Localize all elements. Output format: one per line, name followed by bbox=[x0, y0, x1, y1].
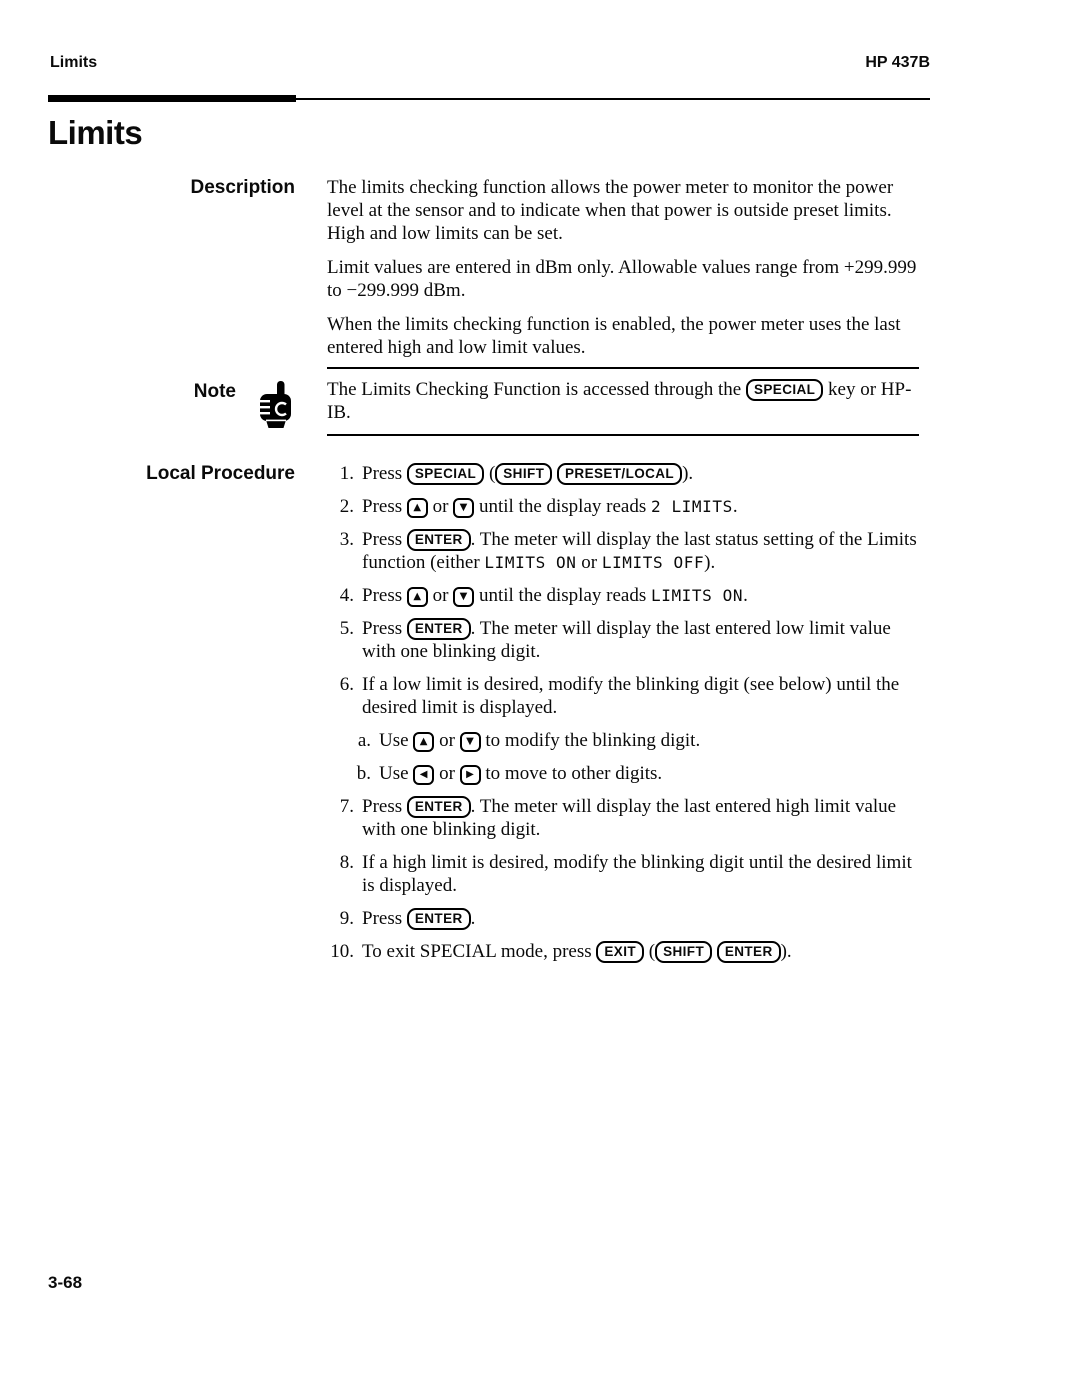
procedure-step-a bbox=[350, 729, 919, 752]
keycap-special: SPECIAL bbox=[746, 379, 823, 401]
procedure-step-2 bbox=[327, 495, 919, 518]
step-text: If a high limit is desired, modify the blinking digit until the desired limit is displayed. bbox=[362, 852, 912, 896]
step-text: Press ENTER . bbox=[362, 908, 476, 929]
step-text: Press SPECIAL ( SHIFT PRESET/LOCAL ). bbox=[362, 463, 694, 484]
step-number: b. bbox=[356, 763, 371, 784]
procedure-step-8 bbox=[327, 851, 919, 897]
step-text: Press ▲ or ▼ until the display reads 2 LIMITS. bbox=[362, 496, 738, 517]
note-label-cell bbox=[50, 367, 295, 436]
down-arrow-key-icon: ▼ bbox=[453, 498, 474, 518]
procedure-step-7 bbox=[327, 795, 919, 841]
description-label: Description bbox=[190, 177, 295, 198]
procedure-step-4 bbox=[327, 584, 919, 607]
page-title: Limits bbox=[48, 114, 143, 151]
up-arrow-key-icon: ▲ bbox=[407, 498, 428, 518]
keycap-shift: SHIFT bbox=[655, 941, 712, 963]
procedure-step-9 bbox=[327, 907, 919, 930]
keycap-enter: ENTER bbox=[407, 796, 471, 818]
step-number: 7. bbox=[339, 796, 354, 817]
pointing-hand-icon bbox=[257, 381, 295, 428]
procedure-section bbox=[50, 462, 930, 963]
meter-display-text: LIMITS ON bbox=[650, 586, 744, 605]
step-text: Use ▲ or ▼ to modify the blinking digit. bbox=[379, 730, 701, 751]
left-arrow-key-icon: ◀ bbox=[413, 765, 434, 785]
right-arrow-key-icon: ▶ bbox=[460, 765, 481, 785]
step-number: 2. bbox=[339, 496, 354, 517]
procedure-step-10 bbox=[327, 940, 919, 963]
step-text: Press ENTER . The meter will display the last status setting of the Limits function (either LIMITS ON or LIMITS OFF). bbox=[362, 529, 917, 573]
step-number: 5. bbox=[339, 618, 354, 639]
running-header-left: Limits bbox=[50, 54, 98, 71]
keycap-enter: ENTER bbox=[407, 908, 471, 930]
description-paragraph: The limits checking function allows the power meter to monitor the power level at the sensor and to indicate when that power is outside preset limits. High and low limits can be set. bbox=[327, 177, 894, 244]
keycap-enter: ENTER bbox=[717, 941, 781, 963]
note-label: Note bbox=[193, 381, 236, 402]
procedure-step-1 bbox=[327, 462, 919, 485]
up-arrow-key-icon: ▲ bbox=[407, 587, 428, 607]
keycap-exit: EXIT bbox=[596, 941, 644, 963]
step-number: 3. bbox=[339, 529, 354, 550]
procedure-steps bbox=[327, 462, 919, 963]
note-box bbox=[327, 367, 919, 436]
page-number: 3-68 bbox=[48, 1273, 83, 1292]
meter-display-text: 2 LIMITS bbox=[650, 497, 733, 516]
meter-display-text: LIMITS ON bbox=[484, 553, 577, 572]
step-text: Press ENTER . The meter will display the last entered high limit value with one blinking digit. bbox=[362, 796, 897, 840]
note-section bbox=[50, 367, 930, 436]
keycap-enter: ENTER bbox=[407, 529, 471, 551]
procedure-label: Local Procedure bbox=[146, 463, 295, 484]
step-number: 10. bbox=[330, 941, 354, 962]
down-arrow-key-icon: ▼ bbox=[453, 587, 474, 607]
step-number: 9. bbox=[339, 908, 354, 929]
step-number: 4. bbox=[339, 585, 354, 606]
description-section bbox=[50, 176, 930, 359]
running-header bbox=[50, 54, 930, 72]
step-number: 8. bbox=[339, 852, 354, 873]
keycap-preset-local: PRESET/LOCAL bbox=[557, 463, 682, 485]
note-text: The Limits Checking Function is accessed through the SPECIAL key or HP-IB. bbox=[327, 379, 912, 423]
step-text: To exit SPECIAL mode, press EXIT ( SHIFT ENTER ). bbox=[362, 941, 792, 962]
description-paragraph: When the limits checking function is enabled, the power meter uses the last entered high and low limit values. bbox=[327, 314, 901, 358]
step-number: a. bbox=[357, 730, 371, 751]
step-number: 1. bbox=[339, 463, 354, 484]
procedure-step-6 bbox=[327, 673, 919, 719]
keycap-enter: ENTER bbox=[407, 618, 471, 640]
down-arrow-key-icon: ▼ bbox=[460, 732, 481, 752]
step-text: Press ▲ or ▼ until the display reads LIMITS ON. bbox=[362, 585, 748, 606]
procedure-step-3 bbox=[327, 528, 919, 574]
description-paragraph: Limit values are entered in dBm only. Allowable values range from +299.999 to −299.999 dBm. bbox=[327, 257, 917, 301]
keycap-special: SPECIAL bbox=[407, 463, 484, 485]
description-content bbox=[327, 176, 919, 359]
meter-display-text: LIMITS OFF bbox=[601, 553, 705, 572]
running-header-right: HP 437B bbox=[865, 54, 930, 71]
procedure-step-5 bbox=[327, 617, 919, 663]
step-number: 6. bbox=[339, 674, 354, 695]
procedure-step-b bbox=[350, 762, 919, 785]
header-rule-thick-bar bbox=[48, 95, 296, 102]
step-text: Press ENTER . The meter will display the last entered low limit value with one blinking digit. bbox=[362, 618, 891, 662]
step-text: Use ◀ or ▶ to move to other digits. bbox=[379, 763, 663, 784]
up-arrow-key-icon: ▲ bbox=[413, 732, 434, 752]
header-rule bbox=[50, 95, 930, 102]
step-text: If a low limit is desired, modify the blinking digit (see below) until the desired limit is displayed. bbox=[362, 674, 900, 718]
keycap-shift: SHIFT bbox=[495, 463, 552, 485]
